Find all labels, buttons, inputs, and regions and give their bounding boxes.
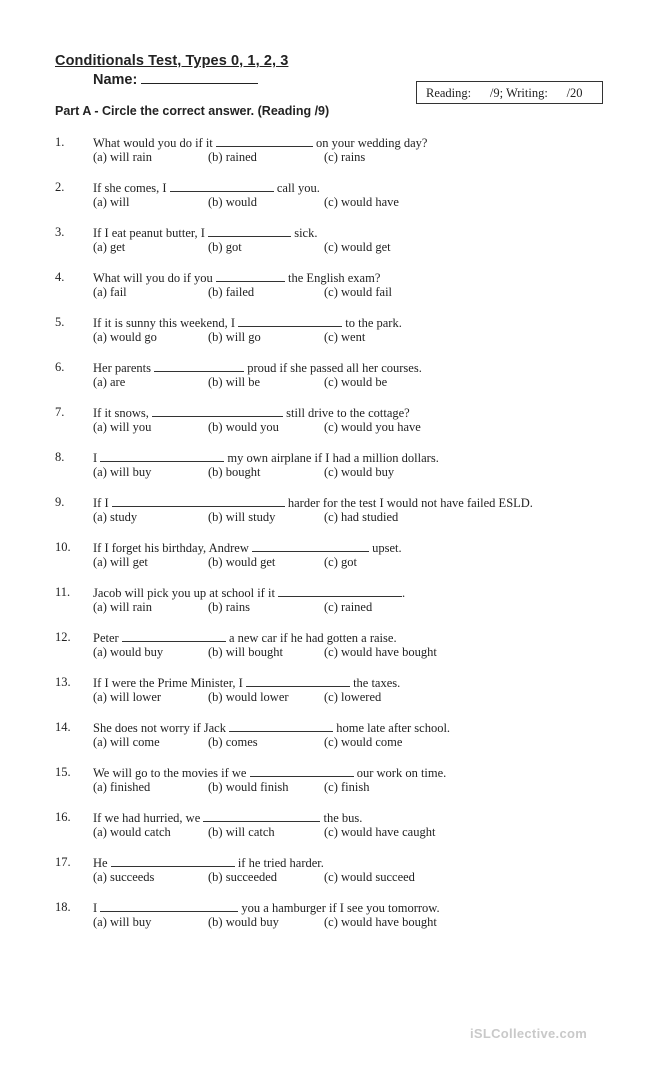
option-a[interactable]: (a) get [93, 240, 126, 254]
test-title: Conditionals Test, Types 0, 1, 2, 3 [55, 53, 289, 69]
stem-before-blank: Jacob will pick you up at school if it [93, 586, 275, 600]
question-item [0, 180, 655, 212]
option-b[interactable]: (b) got [208, 240, 242, 254]
answer-blank[interactable] [152, 405, 283, 417]
stem-before-blank: If I forget his birthday, Andrew [93, 541, 249, 555]
question-number: 16. [55, 810, 71, 824]
question-item [0, 270, 655, 302]
question-number: 7. [55, 405, 65, 419]
question-number: 2. [55, 180, 65, 194]
stem-after-blank: my own airplane if I had a million dollars. [227, 451, 439, 465]
option-b[interactable]: (b) succeeded [208, 870, 278, 884]
option-a[interactable]: (a) will rain [93, 150, 153, 164]
stem-before-blank: If I [93, 496, 109, 510]
stem-before-blank: If it snows, [93, 406, 149, 420]
stem-after-blank: the English exam? [288, 271, 381, 285]
stem-before-blank: If we had hurried, we [93, 811, 201, 825]
question-number: 8. [55, 450, 65, 464]
question-stem [93, 495, 533, 511]
score-box: Reading: /9; Writing: /20 [416, 81, 603, 104]
answer-blank[interactable] [216, 135, 313, 147]
answer-blank[interactable] [203, 810, 320, 822]
answer-blank[interactable] [112, 495, 285, 507]
option-a[interactable]: (a) study [93, 510, 138, 524]
option-b[interactable]: (b) failed [208, 285, 255, 299]
question-item [0, 855, 655, 887]
question-number: 13. [55, 675, 71, 689]
question-item [0, 495, 655, 527]
option-b[interactable]: (b) rained [208, 150, 257, 164]
option-c[interactable]: (c) rains [324, 150, 366, 164]
question-item [0, 630, 655, 662]
option-a[interactable]: (a) succeeds [93, 870, 155, 884]
stem-after-blank: sick. [294, 226, 318, 240]
answer-blank[interactable] [208, 225, 291, 237]
option-c[interactable]: (c) had studied [324, 510, 399, 524]
question-stem [93, 450, 439, 466]
answer-blank[interactable] [216, 270, 285, 282]
stem-before-blank: If I eat peanut butter, I [93, 226, 205, 240]
option-a[interactable]: (a) will lower [93, 690, 162, 704]
option-c[interactable]: (c) rained [324, 600, 373, 614]
option-a[interactable]: (a) will buy [93, 465, 152, 479]
name-field[interactable] [93, 71, 258, 88]
option-a[interactable]: (a) would catch [93, 825, 171, 839]
answer-blank[interactable] [238, 315, 342, 327]
answer-blank[interactable] [100, 900, 238, 912]
question-number: 5. [55, 315, 65, 329]
name-blank-line[interactable] [141, 71, 258, 84]
question-stem [93, 315, 402, 331]
answer-blank[interactable] [278, 585, 402, 597]
stem-before-blank: Her parents [93, 361, 151, 375]
question-stem [93, 900, 440, 916]
stem-after-blank: the taxes. [353, 676, 401, 690]
option-b[interactable]: (b) will catch [208, 825, 275, 839]
stem-before-blank: If she comes, I [93, 181, 167, 195]
answer-blank[interactable] [229, 720, 333, 732]
answer-blank[interactable] [122, 630, 226, 642]
option-c[interactable]: (c) would have bought [324, 645, 437, 659]
stem-after-blank: our work on time. [356, 766, 447, 780]
question-item [0, 720, 655, 752]
question-stem [93, 855, 324, 871]
option-b[interactable]: (b) will go [208, 330, 261, 344]
stem-after-blank: on your wedding day? [316, 136, 428, 150]
question-stem [93, 630, 397, 646]
stem-after-blank: proud if she passed all her courses. [247, 361, 422, 375]
stem-after-blank: a new car if he had gotten a raise. [228, 631, 397, 645]
option-b[interactable]: (b) would buy [208, 915, 279, 929]
answer-blank[interactable] [252, 540, 369, 552]
question-number: 17. [55, 855, 71, 869]
option-a[interactable]: (a) will rain [93, 600, 153, 614]
option-b[interactable]: (b) will bought [208, 645, 283, 659]
stem-before-blank: What will you do if you [93, 271, 213, 285]
question-number: 10. [55, 540, 71, 554]
question-item [0, 315, 655, 347]
question-number: 15. [55, 765, 71, 779]
option-b[interactable]: (b) would [208, 195, 257, 209]
stem-before-blank: I [93, 451, 98, 465]
question-item [0, 405, 655, 437]
question-stem [93, 135, 427, 151]
question-number: 11. [55, 585, 71, 599]
stem-after-blank: still drive to the cottage? [286, 406, 410, 420]
stem-before-blank: If I were the Prime Minister, I [93, 676, 243, 690]
option-c[interactable]: (c) would have bought [324, 915, 437, 929]
question-stem [93, 540, 402, 556]
stem-before-blank: What would you do if it [93, 136, 213, 150]
watermark-logo: iSLCollective.com [470, 1026, 588, 1041]
option-a[interactable]: (a) would go [93, 330, 157, 344]
stem-after-blank: call you. [276, 181, 320, 195]
option-c[interactable]: (c) would have [324, 195, 399, 209]
question-number: 4. [55, 270, 65, 284]
question-item [0, 765, 655, 797]
question-item [0, 675, 655, 707]
stem-before-blank: If it is sunny this weekend, I [93, 316, 235, 330]
stem-after-blank: if he tried harder. [237, 856, 324, 870]
stem-after-blank: home late after school. [336, 721, 451, 735]
option-a[interactable]: (a) will [93, 195, 130, 209]
stem-after-blank: the bus. [323, 811, 363, 825]
question-stem [93, 360, 422, 376]
question-item [0, 360, 655, 392]
question-stem [93, 180, 320, 196]
question-item [0, 135, 655, 167]
question-stem [93, 810, 362, 826]
option-c[interactable]: (c) would have caught [324, 825, 436, 839]
option-a[interactable]: (a) will get [93, 555, 148, 569]
option-c[interactable]: (c) got [324, 555, 357, 569]
question-number: 3. [55, 225, 65, 239]
answer-blank[interactable] [154, 360, 244, 372]
option-a[interactable]: (a) are [93, 375, 126, 389]
stem-before-blank: Peter [93, 631, 119, 645]
answer-blank[interactable] [250, 765, 354, 777]
question-stem [93, 720, 450, 736]
question-number: 18. [55, 900, 71, 914]
question-number: 9. [55, 495, 65, 509]
question-stem [93, 270, 380, 286]
option-c[interactable]: (c) finish [324, 780, 370, 794]
question-item [0, 450, 655, 482]
question-stem [93, 405, 410, 421]
option-a[interactable]: (a) fail [93, 285, 127, 299]
stem-after-blank: you a hamburger if I see you tomorrow. [241, 901, 440, 915]
stem-before-blank: We will go to the movies if we [93, 766, 247, 780]
answer-blank[interactable] [170, 180, 274, 192]
option-b[interactable]: (b) bought [208, 465, 261, 479]
option-a[interactable]: (a) will you [93, 420, 152, 434]
question-item [0, 810, 655, 842]
name-label: Name: [93, 72, 138, 88]
answer-blank[interactable] [111, 855, 235, 867]
stem-before-blank: I [93, 901, 98, 915]
option-c[interactable]: (c) lowered [324, 690, 382, 704]
stem-before-blank: He [93, 856, 108, 870]
question-number: 6. [55, 360, 65, 374]
option-a[interactable]: (a) finished [93, 780, 151, 794]
option-b[interactable]: (b) would you [208, 420, 279, 434]
question-item [0, 540, 655, 572]
answer-blank[interactable] [246, 675, 350, 687]
option-a[interactable]: (a) will come [93, 735, 160, 749]
option-c[interactable]: (c) would succeed [324, 870, 415, 884]
option-c[interactable]: (c) would fail [324, 285, 393, 299]
question-number: 12. [55, 630, 71, 644]
question-number: 14. [55, 720, 71, 734]
option-b[interactable]: (b) would finish [208, 780, 289, 794]
option-b[interactable]: (b) will be [208, 375, 261, 389]
part-a-heading: Part A - Circle the correct answer. (Reading /9) [55, 104, 330, 118]
stem-before-blank: She does not worry if Jack [93, 721, 226, 735]
answer-blank[interactable] [100, 450, 224, 462]
question-stem [93, 225, 317, 241]
question-stem [93, 675, 400, 691]
option-c[interactable]: (c) would get [324, 240, 391, 254]
question-item [0, 225, 655, 257]
question-stem [93, 765, 446, 781]
option-b[interactable]: (b) comes [208, 735, 258, 749]
option-a[interactable]: (a) would buy [93, 645, 164, 659]
option-c[interactable]: (c) would come [324, 735, 403, 749]
option-c[interactable]: (c) would buy [324, 465, 395, 479]
option-a[interactable]: (a) will buy [93, 915, 152, 929]
question-stem [93, 585, 405, 601]
stem-after-blank: . [402, 586, 406, 600]
stem-after-blank: harder for the test I would not have failed ESLD. [287, 496, 533, 510]
question-item [0, 585, 655, 617]
option-b[interactable]: (b) would get [208, 555, 276, 569]
stem-after-blank: upset. [372, 541, 402, 555]
option-c[interactable]: (c) went [324, 330, 366, 344]
option-b[interactable]: (b) would lower [208, 690, 289, 704]
stem-after-blank: to the park. [345, 316, 402, 330]
option-b[interactable]: (b) will study [208, 510, 276, 524]
option-b[interactable]: (b) rains [208, 600, 250, 614]
question-item [0, 900, 655, 932]
option-c[interactable]: (c) would be [324, 375, 388, 389]
option-c[interactable]: (c) would you have [324, 420, 421, 434]
question-number: 1. [55, 135, 65, 149]
